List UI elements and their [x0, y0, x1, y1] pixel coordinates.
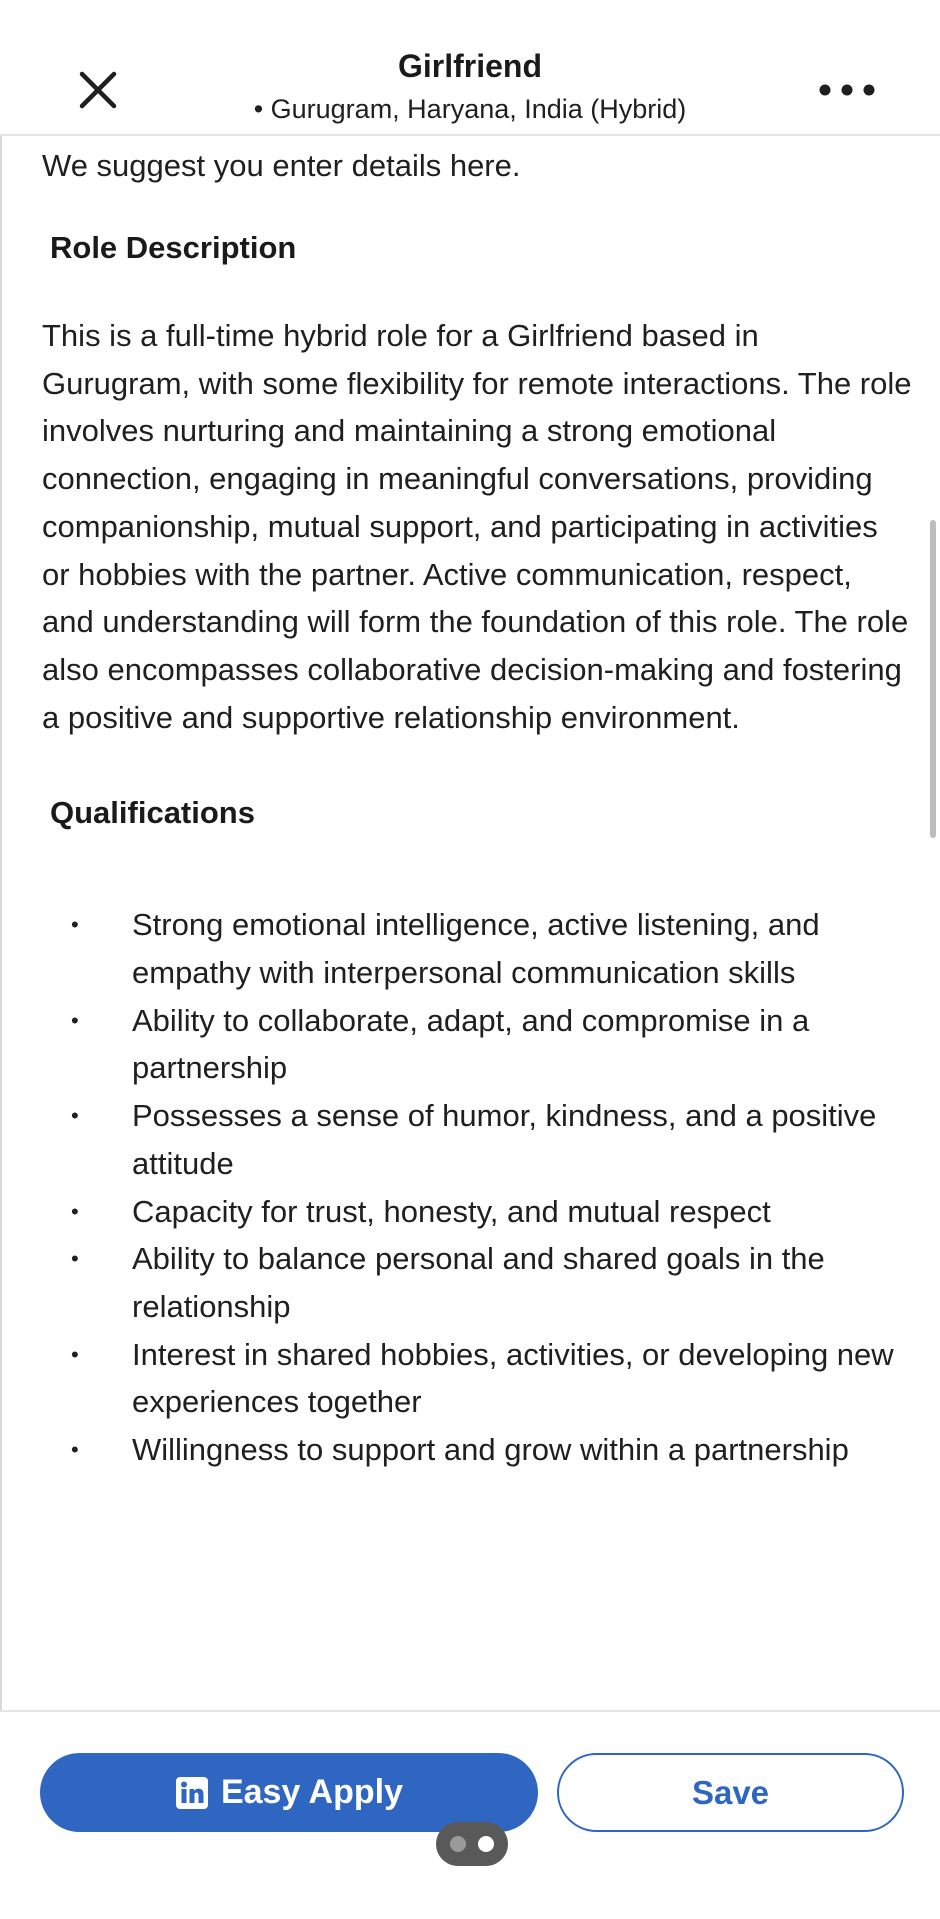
- linkedin-icon: [175, 1776, 209, 1810]
- bullet-icon: •: [71, 1341, 79, 1367]
- easy-apply-label: Easy Apply: [220, 1773, 404, 1811]
- save-button[interactable]: [557, 1753, 904, 1832]
- qualification-text: Willingness to support and grow within a partnership: [132, 1432, 849, 1468]
- list-item: [42, 901, 912, 996]
- bullet-icon: •: [71, 912, 79, 938]
- qualification-text: Strong emotional intelligence, active listening, and empathy with interpersonal communication skills: [132, 907, 820, 991]
- more-options-icon: [812, 70, 882, 110]
- easy-apply-button[interactable]: [40, 1753, 538, 1832]
- qualifications-list: [42, 901, 912, 1473]
- list-item: [42, 1235, 912, 1330]
- bullet-icon: •: [71, 1246, 79, 1272]
- qualification-text: Ability to collaborate, adapt, and compromise in a partnership: [132, 1002, 810, 1086]
- save-label: Save: [691, 1773, 770, 1811]
- bullet-icon: •: [71, 1198, 79, 1224]
- scrollbar-thumb[interactable]: [930, 520, 936, 838]
- page-indicator: [436, 1822, 508, 1866]
- qualifications-heading: Qualifications: [50, 795, 255, 831]
- role-description-heading: Role Description: [50, 230, 297, 265]
- bullet-icon: •: [71, 1007, 79, 1033]
- qualification-text: Interest in shared hobbies, activities, or developing new experiences together: [132, 1336, 894, 1420]
- job-description: [42, 142, 912, 1474]
- list-item: [42, 997, 912, 1092]
- qualification-text: Possesses a sense of humor, kindness, and a positive attitude: [132, 1098, 877, 1181]
- page-dot-inactive: [450, 1836, 466, 1852]
- job-header: [0, 0, 940, 136]
- qualification-text: Capacity for trust, honesty, and mutual respect: [132, 1193, 771, 1229]
- list-item: [42, 1331, 912, 1426]
- list-item: [42, 1188, 912, 1236]
- left-edge-divider: [0, 0, 2, 1919]
- more-options-button[interactable]: [812, 70, 882, 110]
- list-item: [42, 1426, 912, 1474]
- list-item: [42, 1092, 912, 1187]
- page-dot-active: [478, 1836, 494, 1852]
- bullet-icon: •: [71, 1103, 79, 1129]
- intro-text: We suggest you enter details here.: [42, 148, 521, 183]
- bullet-icon: •: [71, 1437, 79, 1463]
- role-description-text: This is a full-time hybrid role for a Girlfriend based in Gurugram, with some flexibility for remote interactions. The role involves nurturing and maintaining a strong emotional connection, engaging in meaningful conversations, providing companionship, mutual support, and participating in activities or hobbies with the partner. Active communication, respect, and understanding will form the foundation of this role. The role also encompasses collaborative decision-making and fostering a positive and supportive relationship environment.: [42, 318, 912, 735]
- job-location: • Gurugram, Haryana, India (Hybrid): [253, 94, 687, 124]
- qualification-text: Ability to balance personal and shared goals in the relationship: [132, 1241, 825, 1324]
- job-title: Girlfriend: [397, 48, 542, 84]
